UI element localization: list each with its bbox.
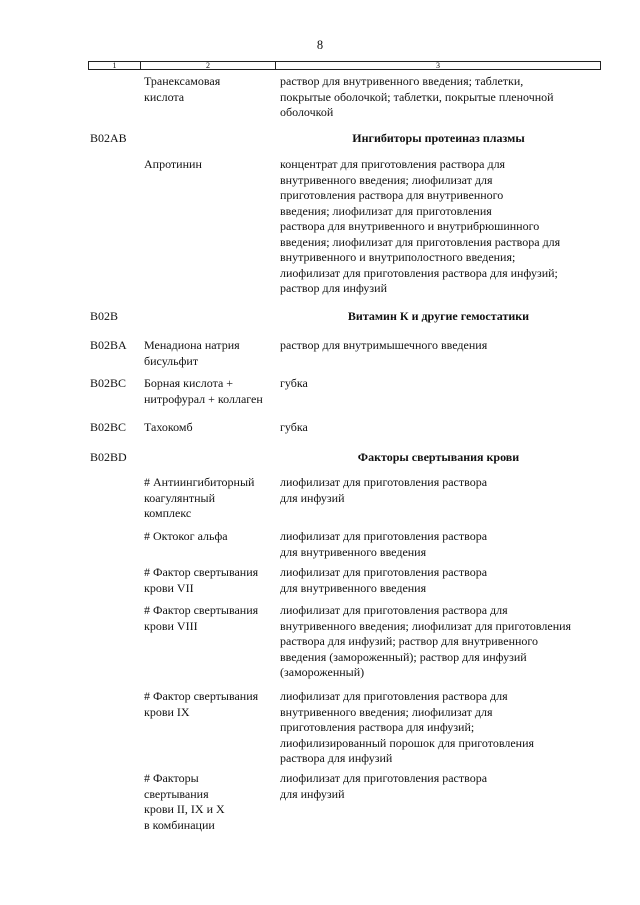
atc-code: B02BD bbox=[90, 450, 127, 464]
atc-code: B02AB bbox=[90, 131, 127, 145]
drug-name: # Антиингибиторный коагулянтный комплекс bbox=[144, 475, 255, 520]
drug-name: # Октоког альфа bbox=[144, 529, 228, 543]
drug-name: # Факторы свертывания крови II, IX и X в комбинации bbox=[144, 771, 225, 832]
drug-name: # Фактор свертывания крови VIII bbox=[144, 603, 259, 633]
drug-name: Менадиона натрия бисульфит bbox=[144, 338, 240, 368]
dosage-form: раствор для внутривенного введения; таблетки, покрытые оболочкой; таблетки, покрытые пленочной оболочкой bbox=[280, 74, 554, 119]
header-col-2: 2 bbox=[141, 62, 276, 69]
dosage-form: губка bbox=[280, 376, 308, 390]
dosage-form: лиофилизат для приготовления раствора для инфузий bbox=[280, 771, 488, 801]
atc-code: B02BC bbox=[90, 420, 127, 434]
page-number: 8 bbox=[316, 38, 324, 52]
header-col-3: 3 bbox=[436, 61, 440, 70]
dosage-form: лиофилизат для приготовления раствора для инфузий bbox=[280, 475, 488, 505]
atc-code: B02BA bbox=[90, 338, 127, 352]
group-title: Ингибиторы протеиназ плазмы bbox=[352, 131, 525, 145]
dosage-form: губка bbox=[280, 420, 308, 434]
dosage-form: концентрат для приготовления раствора для внутривенного введения; лиофилизат для приготовления раствора для внутривенного введения; лиофилизат для приготовления раствора для внутривенного и внутрибрюшинного введения; лиофилизат для приготовления раствора для внутривенного и внутриполостного введения; лиофилизат для приготовления раствора для инфузий; раствор для инфузий bbox=[280, 157, 561, 295]
group-title: Витамин К и другие гемостатики bbox=[347, 309, 530, 323]
drug-name: Транексамовая кислота bbox=[144, 74, 221, 104]
dosage-form: лиофилизат для приготовления раствора для внутривенного введения bbox=[280, 565, 488, 595]
drug-name: Тахокомб bbox=[144, 420, 193, 434]
dosage-form: раствор для внутримышечного введения bbox=[280, 338, 488, 352]
atc-code: B02BC bbox=[90, 376, 127, 390]
drug-name: # Фактор свертывания крови IX bbox=[144, 689, 259, 719]
group-title: Факторы свертывания крови bbox=[357, 450, 520, 464]
dosage-form: лиофилизат для приготовления раствора для внутривенного введения; лиофилизат для приготовления раствора для инфузий; раствор для внутривенного введения (замороженный); раствор для инфузий (замороженный) bbox=[280, 603, 572, 679]
drug-name: # Фактор свертывания крови VII bbox=[144, 565, 259, 595]
atc-code: B02B bbox=[90, 309, 119, 323]
dosage-form: лиофилизат для приготовления раствора для внутривенного введения bbox=[280, 529, 488, 559]
table-header bbox=[88, 61, 601, 70]
drug-name: Апротинин bbox=[144, 157, 202, 171]
header-col-1: 1 bbox=[89, 62, 141, 69]
dosage-form: лиофилизат для приготовления раствора для внутривенного введения; лиофилизат для приготовления раствора для инфузий; лиофилизированный порошок для приготовления раствора для инфузий bbox=[280, 689, 535, 765]
drug-name: Борная кислота + нитрофурал + коллаген bbox=[144, 376, 263, 406]
